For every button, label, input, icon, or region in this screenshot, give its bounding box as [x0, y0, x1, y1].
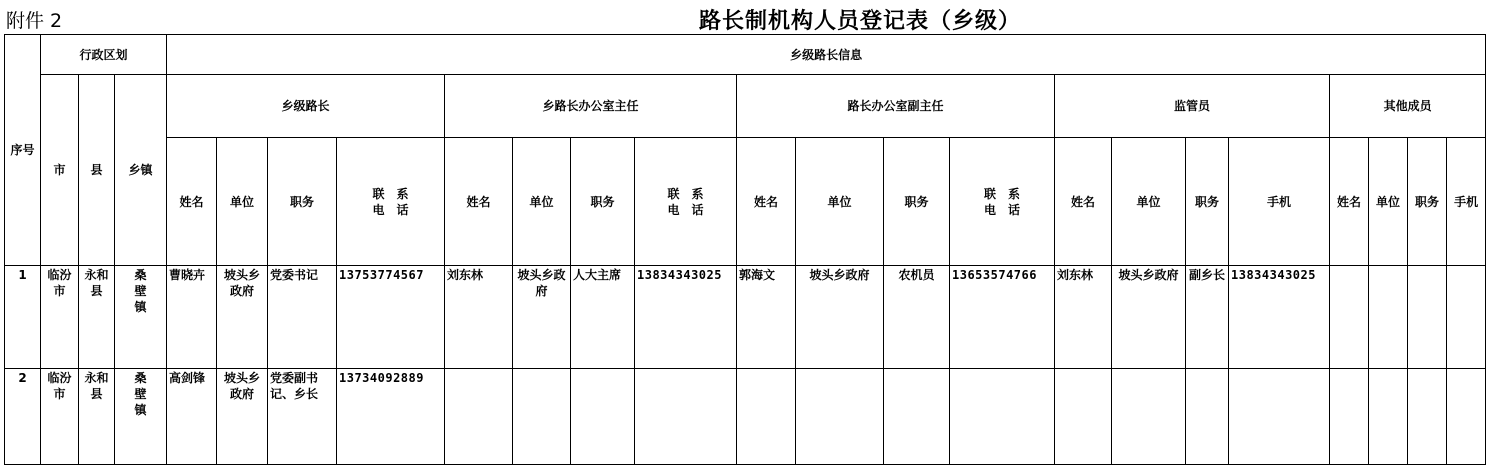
- cell-other-mobile: [1447, 266, 1486, 369]
- cell-director-name: [445, 369, 513, 465]
- cell-seq: 2: [5, 369, 41, 465]
- cell-other-mobile: [1447, 369, 1486, 465]
- header-admin-region: 行政区划: [41, 35, 167, 75]
- cell-deputy-name: [737, 369, 796, 465]
- header-unit: 单位: [513, 138, 571, 266]
- cell-county: 永和县: [79, 369, 115, 465]
- cell-chief-position: 党委书记: [268, 266, 337, 369]
- cell-supervisor-name: 刘东林: [1055, 266, 1112, 369]
- cell-director-phone: 13834343025: [635, 266, 737, 369]
- header-mobile: 手机: [1447, 138, 1486, 266]
- cell-chief-name: 曹晓卉: [167, 266, 217, 369]
- cell-deputy-position: [884, 369, 950, 465]
- annex-label: 附件 2: [6, 10, 63, 32]
- header-group-others: 其他成员: [1330, 75, 1486, 138]
- cell-deputy-phone: 13653574766: [950, 266, 1055, 369]
- cell-county: 永和县: [79, 266, 115, 369]
- cell-other-unit: [1369, 369, 1408, 465]
- cell-supervisor-phone: 13834343025: [1229, 266, 1330, 369]
- header-contact-phone: 联 系 电 话: [635, 138, 737, 266]
- cell-other-name: [1330, 369, 1369, 465]
- table-row: [5, 266, 1486, 369]
- cell-chief-phone: 13734092889: [337, 369, 445, 465]
- cell-supervisor-phone: [1229, 369, 1330, 465]
- cell-chief-name: 高剑锋: [167, 369, 217, 465]
- cell-director-position: 人大主席: [571, 266, 635, 369]
- header-position: 职务: [1408, 138, 1447, 266]
- cell-chief-position: 党委副书记、乡长: [268, 369, 337, 465]
- header-unit: 单位: [1369, 138, 1408, 266]
- header-contact-phone: 联 系 电 话: [950, 138, 1055, 266]
- cell-supervisor-unit: 坡头乡政府: [1112, 266, 1186, 369]
- header-group-supervisor: 监管员: [1055, 75, 1330, 138]
- cell-director-name: 刘东林: [445, 266, 513, 369]
- header-name: 姓名: [445, 138, 513, 266]
- cell-director-unit: 坡头乡政府: [513, 266, 571, 369]
- cell-town: 桑壁镇: [115, 266, 167, 369]
- cell-chief-unit: 坡头乡政府: [217, 266, 268, 369]
- header-name: 姓名: [737, 138, 796, 266]
- header-town-info: 乡级路长信息: [167, 35, 1486, 75]
- table-row: [5, 369, 1486, 465]
- header-seq: 序号: [5, 35, 41, 266]
- header-row-mid: [5, 75, 1486, 138]
- header-unit: 单位: [217, 138, 268, 266]
- header-unit: 单位: [796, 138, 884, 266]
- cell-deputy-position: 农机员: [884, 266, 950, 369]
- cell-supervisor-position: 副乡长: [1186, 266, 1229, 369]
- header-town: 乡镇: [115, 75, 167, 266]
- registration-table: [4, 34, 1486, 465]
- header-city: 市: [41, 75, 79, 266]
- cell-town: 桑壁镇: [115, 369, 167, 465]
- header-group-town-chief: 乡级路长: [167, 75, 445, 138]
- header-name: 姓名: [1055, 138, 1112, 266]
- page-title: 路长制机构人员登记表（乡级）: [698, 9, 1021, 34]
- header-county: 县: [79, 75, 115, 266]
- cell-deputy-unit: [796, 369, 884, 465]
- cell-city: 临汾市: [41, 266, 79, 369]
- cell-supervisor-unit: [1112, 369, 1186, 465]
- header-name: 姓名: [167, 138, 217, 266]
- cell-other-name: [1330, 266, 1369, 369]
- cell-other-unit: [1369, 266, 1408, 369]
- header-position: 职务: [884, 138, 950, 266]
- header-group-office-deputy: 路长办公室副主任: [737, 75, 1055, 138]
- header-row-top: [5, 35, 1486, 75]
- cell-other-position: [1408, 369, 1447, 465]
- cell-director-position: [571, 369, 635, 465]
- header-row-bottom: [5, 138, 1486, 266]
- cell-deputy-phone: [950, 369, 1055, 465]
- header-group-office-director: 乡路长办公室主任: [445, 75, 737, 138]
- cell-deputy-name: 郭海文: [737, 266, 796, 369]
- cell-seq: 1: [5, 266, 41, 369]
- cell-city: 临汾市: [41, 369, 79, 465]
- header-mobile: 手机: [1229, 138, 1330, 266]
- header-position: 职务: [268, 138, 337, 266]
- header-name: 姓名: [1330, 138, 1369, 266]
- cell-director-unit: [513, 369, 571, 465]
- cell-chief-phone: 13753774567: [337, 266, 445, 369]
- cell-supervisor-position: [1186, 369, 1229, 465]
- header-contact-phone: 联 系 电 话: [337, 138, 445, 266]
- cell-supervisor-name: [1055, 369, 1112, 465]
- cell-other-position: [1408, 266, 1447, 369]
- cell-chief-unit: 坡头乡政府: [217, 369, 268, 465]
- header-position: 职务: [571, 138, 635, 266]
- cell-deputy-unit: 坡头乡政府: [796, 266, 884, 369]
- header-position: 职务: [1186, 138, 1229, 266]
- cell-director-phone: [635, 369, 737, 465]
- header-unit: 单位: [1112, 138, 1186, 266]
